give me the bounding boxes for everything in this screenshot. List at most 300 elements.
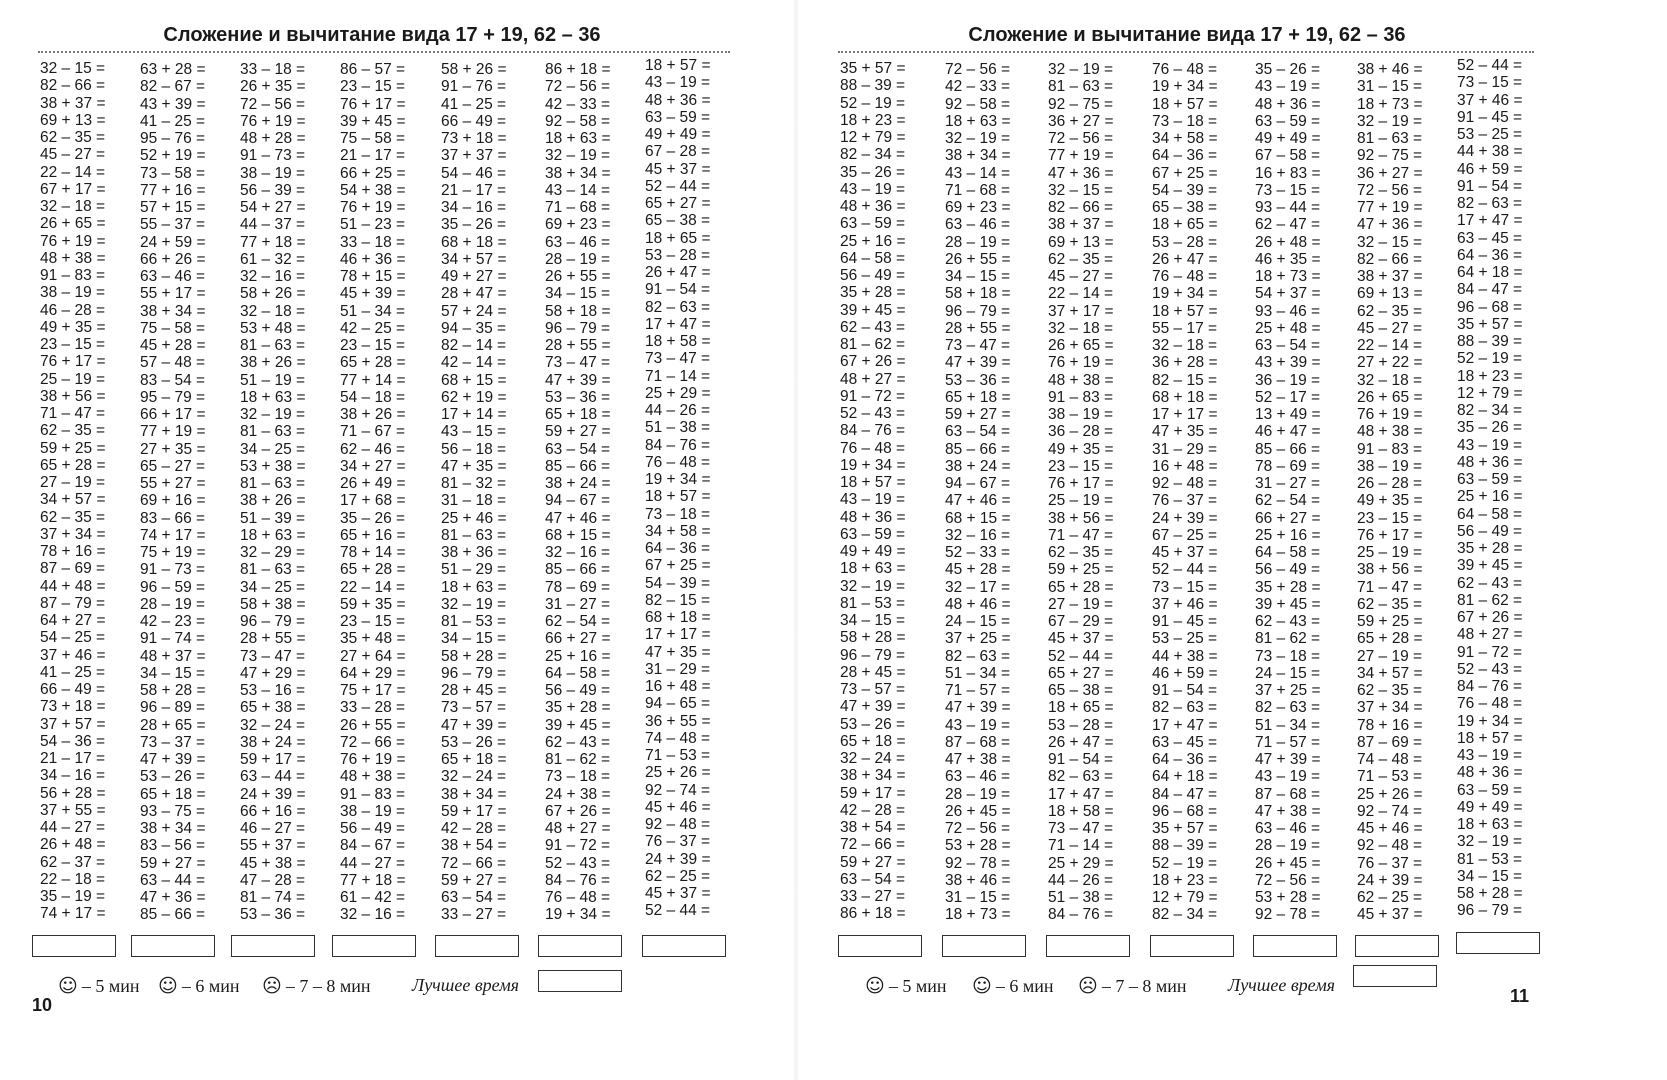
math-exercise: 59 + 27 =: [545, 423, 611, 441]
math-exercise: 57 – 48 =: [140, 354, 206, 372]
math-exercise: 38 + 34 =: [545, 164, 611, 182]
math-exercise: 73 + 18 =: [441, 130, 507, 147]
math-exercise: 36 – 28 =: [1048, 423, 1114, 441]
math-exercise: 91 – 54 =: [1048, 751, 1114, 768]
math-exercise: 61 – 32 =: [240, 250, 306, 268]
math-exercise: 47 + 35 =: [1152, 423, 1218, 441]
time-legend-label: – 5 мин: [81, 976, 140, 996]
time-answer-box[interactable]: [131, 935, 215, 957]
math-exercise: 38 – 19 =: [1048, 406, 1114, 423]
math-exercise: 62 – 35 =: [1048, 544, 1114, 561]
math-exercise: 25 – 19 =: [1357, 544, 1423, 561]
math-exercise: 92 – 78 =: [945, 854, 1011, 872]
math-exercise: 77 + 18 =: [340, 871, 406, 889]
math-exercise: 39 + 45 =: [545, 716, 611, 734]
math-exercise: 73 – 47 =: [645, 350, 711, 368]
math-exercise: 56 – 49 =: [545, 682, 611, 699]
math-exercise: 65 – 27 =: [140, 457, 206, 475]
math-exercise: 58 + 26 =: [441, 61, 507, 78]
math-exercise: 63 – 54 =: [441, 889, 507, 906]
math-exercise: 66 – 49 =: [441, 112, 507, 130]
math-exercise: 73 – 15 =: [1457, 74, 1523, 92]
math-exercise: 66 + 16 =: [240, 802, 306, 820]
math-exercise: 34 – 15 =: [140, 664, 206, 682]
math-exercise: 85 – 66 =: [945, 440, 1011, 458]
math-exercise: 92 – 48 =: [1357, 837, 1423, 855]
math-exercise: 88 – 39 =: [1152, 837, 1218, 855]
math-exercise: 63 – 46 =: [545, 233, 611, 251]
smiling-face-icon: ☺: [58, 975, 78, 997]
time-answer-box[interactable]: [231, 935, 315, 957]
best-time-label: Лучшее время: [1228, 975, 1336, 995]
math-exercise: 64 – 58 =: [840, 249, 906, 267]
math-exercise: 56 – 49 =: [340, 820, 406, 837]
math-exercise: 63 – 59 =: [645, 108, 711, 126]
time-answer-box[interactable]: [435, 935, 519, 957]
math-exercise: 38 + 26 =: [340, 406, 406, 423]
time-answer-box[interactable]: [1456, 932, 1540, 954]
math-exercise: 25 + 16 =: [545, 647, 611, 665]
math-exercise: 72 – 66 =: [441, 854, 507, 872]
math-exercise: 52 – 43 =: [545, 854, 611, 872]
math-exercise: 37 + 34 =: [40, 525, 106, 543]
math-exercise: 63 – 59 =: [1255, 112, 1321, 130]
math-exercise: 64 + 27 =: [40, 612, 106, 629]
math-exercise: 49 + 35 =: [40, 318, 106, 336]
math-exercise: 38 + 56 =: [1357, 561, 1423, 579]
time-legend-label: – 6 мин: [181, 976, 240, 996]
math-exercise: 63 – 46 =: [945, 768, 1011, 786]
time-answer-box[interactable]: [642, 935, 726, 957]
math-exercise: 48 + 36 =: [1457, 453, 1523, 471]
math-exercise: 64 + 18 =: [1457, 264, 1523, 281]
math-exercise: 32 – 15 =: [1048, 181, 1114, 199]
math-exercise: 38 + 37 =: [1048, 216, 1114, 234]
math-exercise: 32 – 15 =: [1357, 233, 1423, 251]
math-exercise: 32 – 19 =: [945, 130, 1011, 147]
math-exercise: 67 – 25 =: [1152, 526, 1218, 544]
math-exercise: 81 – 63 =: [240, 337, 306, 354]
math-exercise: 18 + 63 =: [840, 560, 906, 578]
math-exercise: 16 + 48 =: [645, 678, 711, 695]
math-exercise: 62 + 19 =: [441, 388, 507, 406]
page-spine: [793, 0, 799, 1080]
math-exercise: 53 – 36 =: [945, 371, 1011, 389]
math-exercise: 73 – 57 =: [840, 681, 906, 698]
math-exercise: 53 – 28 =: [1152, 233, 1218, 251]
math-exercise: 36 + 28 =: [1152, 354, 1218, 372]
math-exercise: 87 – 69 =: [40, 560, 106, 578]
math-exercise: 56 + 28 =: [40, 784, 106, 802]
math-exercise: 18 + 57 =: [840, 474, 906, 491]
math-exercise: 82 – 63 =: [945, 647, 1011, 665]
frowning-face-icon: ☹: [262, 975, 282, 997]
math-exercise: 18 + 63 =: [545, 130, 611, 147]
math-exercise: 53 – 28 =: [1048, 716, 1114, 734]
math-exercise: 48 + 27 =: [545, 820, 611, 837]
math-exercise: 45 – 27 =: [1357, 319, 1423, 337]
math-exercise: 52 – 19 =: [1457, 350, 1523, 368]
math-exercise: 19 + 34 =: [1457, 712, 1523, 730]
math-exercise: 85 – 66 =: [545, 457, 611, 475]
math-exercise: 35 + 48 =: [340, 630, 406, 648]
math-exercise: 53 – 26 =: [140, 768, 206, 786]
math-exercise: 47 + 38 =: [1255, 802, 1321, 820]
math-exercise: 25 + 46 =: [441, 509, 507, 527]
math-exercise: 57 + 24 =: [441, 302, 507, 320]
time-legend-fast: [58, 975, 139, 997]
math-exercise: 95 – 79 =: [140, 388, 206, 406]
math-exercise: 84 – 67 =: [340, 837, 406, 855]
time-answer-box[interactable]: [1253, 935, 1337, 957]
math-exercise: 68 + 18 =: [441, 233, 507, 251]
math-exercise: 63 – 54 =: [840, 870, 906, 888]
page-number: 10: [32, 995, 53, 1015]
math-exercise: 45 + 39 =: [340, 285, 406, 303]
time-answer-box[interactable]: [1355, 935, 1439, 957]
math-exercise: 91 – 45 =: [1152, 613, 1218, 630]
math-exercise: 72 – 56 =: [1048, 130, 1114, 147]
math-exercise: 77 + 16 =: [140, 181, 206, 199]
time-answer-box[interactable]: [1046, 935, 1130, 957]
math-exercise: 76 – 48 =: [545, 889, 611, 906]
math-exercise: 76 – 37 =: [1152, 492, 1218, 510]
math-exercise: 82 – 63 =: [1255, 699, 1321, 717]
math-exercise: 52 – 44 =: [645, 902, 711, 920]
math-exercise: 18 + 63 =: [945, 112, 1011, 130]
math-exercise: 32 – 17 =: [945, 578, 1011, 596]
math-exercise: 67 + 17 =: [40, 180, 106, 198]
best-time-box[interactable]: [538, 970, 622, 992]
math-exercise: 51 – 39 =: [240, 509, 306, 527]
math-exercise: 87 – 68 =: [945, 733, 1011, 751]
dotted-divider: [838, 51, 1534, 53]
math-exercise: 32 – 16 =: [240, 268, 306, 285]
math-exercise: 53 – 28 =: [645, 246, 711, 264]
math-exercise: 18 + 58 =: [1048, 802, 1114, 820]
math-exercise: 34 – 25 =: [240, 440, 306, 458]
math-exercise: 18 + 63 =: [1457, 816, 1523, 833]
math-exercise: 43 – 19 =: [1457, 747, 1523, 764]
math-exercise: 32 – 24 =: [840, 750, 906, 767]
math-exercise: 88 – 39 =: [1457, 333, 1523, 350]
math-exercise: 96 – 68 =: [1457, 298, 1523, 316]
math-exercise: 32 – 18 =: [1152, 337, 1218, 354]
math-exercise: 18 + 23 =: [1152, 871, 1218, 889]
math-exercise: 19 + 34 =: [645, 471, 711, 488]
time-legend-label: – 6 мин: [995, 976, 1054, 996]
math-exercise: 75 + 17 =: [340, 682, 406, 699]
math-exercise: 36 + 27 =: [1357, 164, 1423, 182]
math-exercise: 78 + 16 =: [40, 543, 106, 560]
math-exercise: 24 – 15 =: [1255, 664, 1321, 682]
math-exercise: 34 – 16 =: [441, 199, 507, 216]
math-exercise: 32 – 18 =: [240, 302, 306, 320]
math-exercise: 71 – 57 =: [1255, 733, 1321, 751]
neutral-face-icon: ☺: [972, 975, 992, 997]
math-exercise: 55 – 37 =: [140, 216, 206, 234]
math-exercise: 85 – 66 =: [545, 561, 611, 579]
math-exercise: 54 – 39 =: [645, 574, 711, 592]
math-exercise: 81 – 63 =: [240, 561, 306, 579]
math-exercise: 63 – 46 =: [945, 216, 1011, 234]
math-exercise: 46 + 59 =: [1152, 664, 1218, 682]
math-exercise: 76 + 19 =: [1048, 354, 1114, 372]
math-exercise: 96 – 79 =: [840, 646, 906, 664]
math-exercise: 73 – 18 =: [645, 505, 711, 523]
math-exercise: 64 – 36 =: [1152, 751, 1218, 768]
math-exercise: 69 + 16 =: [140, 492, 206, 510]
math-exercise: 51 – 38 =: [1048, 889, 1114, 906]
math-exercise: 72 – 56 =: [240, 95, 306, 113]
math-exercise: 77 + 19 =: [1048, 147, 1114, 165]
math-exercise: 91 – 54 =: [1457, 177, 1523, 195]
math-exercise: 38 + 34 =: [945, 147, 1011, 165]
math-exercise: 24 + 39 =: [645, 850, 711, 868]
math-exercise: 56 – 49 =: [1457, 522, 1523, 540]
math-exercise: 47 + 46 =: [545, 509, 611, 527]
time-answer-box[interactable]: [838, 935, 922, 957]
math-exercise: 48 + 46 =: [945, 595, 1011, 613]
math-exercise: 43 – 14 =: [945, 164, 1011, 182]
math-exercise: 82 – 63 =: [1152, 699, 1218, 717]
time-answer-box[interactable]: [1150, 935, 1234, 957]
math-exercise: 46 – 28 =: [40, 301, 106, 319]
math-exercise: 19 + 34 =: [1152, 78, 1218, 96]
math-exercise: 54 – 18 =: [340, 388, 406, 406]
math-exercise: 77 + 19 =: [140, 423, 206, 441]
math-exercise: 26 + 45 =: [1255, 854, 1321, 872]
math-exercise: 32 – 19 =: [441, 595, 507, 613]
math-exercise: 51 – 34 =: [1255, 716, 1321, 734]
math-exercise: 75 + 19 =: [140, 544, 206, 561]
math-exercise: 59 + 27 =: [140, 854, 206, 872]
math-exercise: 37 + 34 =: [1357, 699, 1423, 717]
math-exercise: 91 – 72 =: [545, 837, 611, 855]
math-exercise: 27 + 22 =: [1357, 354, 1423, 372]
math-exercise: 28 – 19 =: [945, 785, 1011, 803]
math-exercise: 53 – 26 =: [441, 733, 507, 751]
math-exercise: 66 + 27 =: [1255, 509, 1321, 527]
math-exercise: 74 – 48 =: [1357, 751, 1423, 768]
math-exercise: 43 – 15 =: [441, 423, 507, 441]
math-exercise: 54 – 46 =: [441, 164, 507, 182]
math-exercise: 26 – 28 =: [1357, 475, 1423, 492]
best-time-box[interactable]: [1353, 965, 1437, 987]
math-exercise: 43 – 19 =: [645, 74, 711, 92]
math-exercise: 73 – 47 =: [545, 354, 611, 372]
math-exercise: 64 – 58 =: [1457, 505, 1523, 523]
page-title: Сложение и вычитание вида 17 + 19, 62 – 36: [968, 24, 1406, 46]
math-exercise: 72 – 66 =: [840, 836, 906, 854]
math-exercise: 59 + 25 =: [40, 439, 106, 457]
math-exercise: 17 + 47 =: [1048, 785, 1114, 803]
time-answer-box[interactable]: [32, 935, 116, 957]
math-exercise: 84 – 76 =: [1457, 678, 1523, 695]
math-exercise: 36 + 55 =: [645, 712, 711, 730]
math-exercise: 65 + 18 =: [840, 732, 906, 750]
math-exercise: 77 + 19 =: [1357, 199, 1423, 216]
math-exercise: 62 – 35 =: [1357, 682, 1423, 699]
math-exercise: 19 + 34 =: [545, 906, 611, 924]
math-exercise: 47 + 39 =: [140, 751, 206, 768]
math-exercise: 76 + 19 =: [240, 112, 306, 130]
math-exercise: 81 – 63 =: [1357, 130, 1423, 147]
math-exercise: 48 + 38 =: [1048, 371, 1114, 389]
math-exercise: 68 + 15 =: [545, 526, 611, 544]
math-exercise: 31 – 27 =: [545, 595, 611, 613]
math-exercise: 33 – 27 =: [840, 888, 906, 905]
math-exercise: 62 – 35 =: [1357, 595, 1423, 613]
math-exercise: 91 – 83 =: [1357, 440, 1423, 458]
math-exercise: 71 – 47 =: [1048, 526, 1114, 544]
math-exercise: 69 + 13 =: [40, 111, 106, 129]
math-exercise: 43 + 39 =: [1255, 354, 1321, 372]
math-exercise: 63 + 28 =: [140, 61, 206, 78]
math-exercise: 35 – 19 =: [40, 888, 106, 905]
math-exercise: 53 – 16 =: [240, 682, 306, 699]
math-exercise: 84 – 47 =: [1152, 785, 1218, 803]
math-exercise: 53 – 25 =: [1152, 630, 1218, 648]
math-exercise: 47 + 39 =: [1255, 751, 1321, 768]
math-exercise: 18 + 73 =: [1357, 95, 1423, 113]
math-exercise: 87 – 68 =: [1255, 785, 1321, 803]
math-exercise: 72 – 56 =: [945, 61, 1011, 78]
math-exercise: 34 – 15 =: [945, 268, 1011, 285]
math-exercise: 47 + 36 =: [140, 889, 206, 906]
math-exercise: 27 – 19 =: [1357, 647, 1423, 665]
math-exercise: 49 + 35 =: [1357, 492, 1423, 510]
math-exercise: 45 – 27 =: [1048, 268, 1114, 285]
math-exercise: 65 + 27 =: [645, 195, 711, 212]
math-exercise: 63 – 59 =: [1457, 781, 1523, 799]
page-left: [0, 0, 790, 1080]
math-exercise: 85 – 66 =: [140, 906, 206, 924]
math-exercise: 82 – 63 =: [645, 298, 711, 316]
math-exercise: 24 + 39 =: [240, 785, 306, 803]
math-exercise: 48 + 38 =: [1357, 423, 1423, 441]
math-exercise: 39 + 45 =: [1255, 595, 1321, 613]
math-exercise: 37 + 46 =: [40, 646, 106, 664]
math-exercise: 51 – 19 =: [240, 371, 306, 389]
math-exercise: 35 + 28 =: [545, 699, 611, 717]
math-exercise: 91 – 73 =: [240, 147, 306, 165]
math-exercise: 47 + 36 =: [1357, 216, 1423, 234]
math-exercise: 58 + 28 =: [840, 629, 906, 647]
math-exercise: 72 – 56 =: [1255, 871, 1321, 889]
math-exercise: 72 – 56 =: [545, 78, 611, 96]
math-exercise: 76 – 48 =: [1152, 61, 1218, 78]
time-answer-box[interactable]: [538, 935, 622, 957]
math-exercise: 96 – 89 =: [140, 699, 206, 717]
math-exercise: 71 – 14 =: [1048, 837, 1114, 855]
time-answer-box[interactable]: [942, 935, 1026, 957]
math-exercise: 72 – 56 =: [1357, 181, 1423, 199]
math-exercise: 52 – 19 =: [840, 94, 906, 112]
math-exercise: 58 + 18 =: [945, 285, 1011, 303]
math-exercise: 48 + 37 =: [140, 647, 206, 665]
math-exercise: 84 – 76 =: [545, 871, 611, 889]
math-exercise: 38 – 19 =: [340, 802, 406, 820]
math-exercise: 91 – 72 =: [1457, 643, 1523, 661]
math-exercise: 91 – 73 =: [140, 561, 206, 579]
math-exercise: 78 + 14 =: [340, 544, 406, 561]
math-exercise: 45 + 37 =: [1152, 544, 1218, 561]
math-exercise: 45 + 37 =: [645, 160, 711, 178]
math-exercise: 66 – 49 =: [40, 681, 106, 698]
math-exercise: 76 – 48 =: [645, 453, 711, 471]
math-exercise: 93 – 75 =: [140, 802, 206, 820]
math-exercise: 21 – 17 =: [40, 750, 106, 767]
math-exercise: 73 – 47 =: [240, 647, 306, 665]
math-exercise: 53 + 28 =: [945, 837, 1011, 855]
math-exercise: 63 – 46 =: [1255, 820, 1321, 837]
math-exercise: 39 + 45 =: [340, 112, 406, 130]
math-exercise: 56 – 49 =: [840, 267, 906, 284]
math-exercise: 33 – 27 =: [441, 906, 507, 924]
math-exercise: 43 – 19 =: [1457, 436, 1523, 454]
math-exercise: 17 + 17 =: [1152, 406, 1218, 423]
math-exercise: 59 + 25 =: [1048, 561, 1114, 579]
math-exercise: 51 – 23 =: [340, 216, 406, 234]
math-exercise: 65 + 27 =: [1048, 664, 1114, 682]
math-exercise: 43 – 19 =: [1255, 768, 1321, 786]
math-exercise: 73 – 37 =: [140, 733, 206, 751]
math-exercise: 28 + 55 =: [545, 337, 611, 354]
math-exercise: 48 + 36 =: [840, 508, 906, 526]
math-exercise: 92 – 48 =: [1152, 475, 1218, 492]
math-exercise: 49 + 35 =: [1048, 440, 1114, 458]
math-exercise: 35 + 57 =: [1457, 315, 1523, 333]
math-exercise: 18 + 57 =: [645, 57, 711, 74]
math-exercise: 62 – 35 =: [1048, 250, 1114, 268]
time-legend-fast: [865, 975, 946, 997]
math-exercise: 44 + 38 =: [1457, 143, 1523, 161]
math-exercise: 32 – 19 =: [1357, 112, 1423, 130]
math-exercise: 32 – 16 =: [945, 526, 1011, 544]
math-exercise: 38 – 19 =: [1357, 457, 1423, 475]
time-legend-slow: [1078, 975, 1186, 997]
math-exercise: 26 + 48 =: [40, 836, 106, 854]
math-exercise: 23 – 15 =: [1048, 457, 1114, 475]
math-exercise: 41 – 25 =: [40, 663, 106, 681]
math-exercise: 31 – 15 =: [1357, 78, 1423, 96]
math-exercise: 81 – 74 =: [240, 889, 306, 906]
time-answer-box[interactable]: [332, 935, 416, 957]
math-exercise: 38 + 37 =: [40, 94, 106, 112]
math-exercise: 37 + 17 =: [1048, 302, 1114, 320]
math-exercise: 35 + 57 =: [840, 60, 906, 77]
math-exercise: 38 + 56 =: [1048, 509, 1114, 527]
math-exercise: 81 – 62 =: [1457, 591, 1523, 609]
math-exercise: 32 – 19 =: [1048, 61, 1114, 78]
math-exercise: 26 + 65 =: [40, 215, 106, 233]
math-exercise: 64 + 29 =: [340, 664, 406, 682]
math-exercise: 69 + 23 =: [945, 199, 1011, 216]
math-exercise: 49 + 27 =: [441, 268, 507, 285]
math-exercise: 67 – 29 =: [1048, 613, 1114, 630]
math-exercise: 22 – 18 =: [40, 870, 106, 888]
math-exercise: 65 – 38 =: [645, 212, 711, 230]
math-exercise: 73 – 47 =: [1048, 820, 1114, 837]
math-exercise: 59 + 25 =: [1357, 613, 1423, 630]
math-exercise: 23 – 15 =: [40, 336, 106, 353]
math-exercise: 94 – 65 =: [645, 695, 711, 713]
math-exercise: 74 + 17 =: [140, 526, 206, 544]
math-exercise: 38 + 54 =: [840, 819, 906, 836]
math-exercise: 21 – 17 =: [441, 181, 507, 199]
math-exercise: 52 – 44 =: [645, 177, 711, 195]
